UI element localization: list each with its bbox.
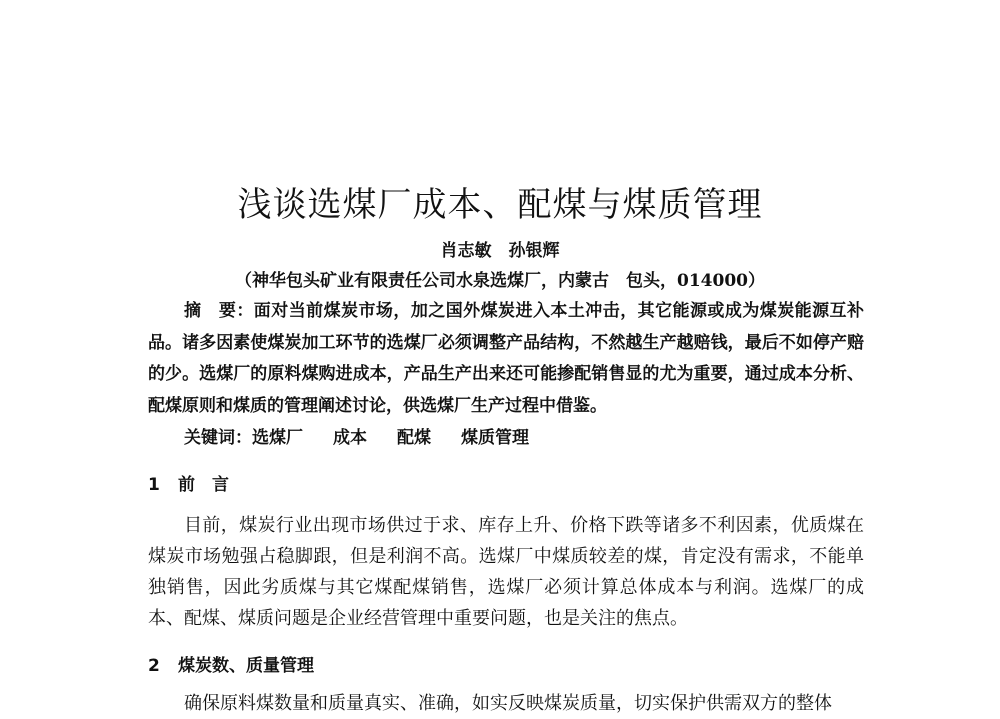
section-paragraph: 确保原料煤数量和质量真实、准确，如实反映煤炭质量，切实保护供需双方的整体 (184, 693, 832, 714)
keyword: 成本 (333, 428, 367, 448)
section-paragraph: 目前，煤炭行业出现市场供过于求、库存上升、价格下跌等诸多不利因素，优质煤在煤炭市场勉强占稳脚跟，但是利润不高。选煤厂中煤质较差的煤，肯定没有需求，不能单独销售，因此劣质煤与其它煤配煤销售，选煤厂必须计算总体成本与利润。选煤厂的成本、配煤、煤质问题是企业经营管理中重要问题，也是关注的焦点。 (148, 515, 864, 629)
paper-authors: 肖志敏 孙银辉 (440, 241, 560, 261)
section-number: 1 (148, 475, 160, 495)
keywords-label: 关键词： (184, 428, 252, 448)
section-title: 前 言 (178, 475, 229, 495)
section-heading (148, 470, 229, 495)
abstract (148, 296, 864, 422)
keyword: 煤质管理 (461, 428, 529, 448)
keyword: 配煤 (397, 428, 431, 448)
paper-affiliation: （神华包头矿业有限责任公司水泉选煤厂，内蒙古 包头，014000） (235, 271, 765, 291)
section-title: 煤炭数、质量管理 (178, 656, 314, 676)
abstract-label: 摘 要： (184, 301, 254, 321)
keywords (184, 423, 864, 448)
abstract-text: 面对当前煤炭市场，加之国外煤炭进入本土冲击，其它能源或成为煤炭能源互补品。诸多因素使煤炭加工环节的选煤厂必须调整产品结构，不然越生产越赔钱，最后不如停产赔的少。选煤厂的原料煤购进成本，产品生产出来还可能掺配销售显的尤为重要，通过成本分析、配煤原则和煤质的管理阐述讨论，供选煤厂生产过程中借鉴。 (148, 301, 865, 416)
keyword: 选煤厂 (252, 428, 303, 448)
section-heading (148, 651, 314, 676)
paper-title: 浅谈选煤厂成本、配煤与煤质管理 (237, 184, 763, 225)
section-number: 2 (148, 656, 160, 676)
